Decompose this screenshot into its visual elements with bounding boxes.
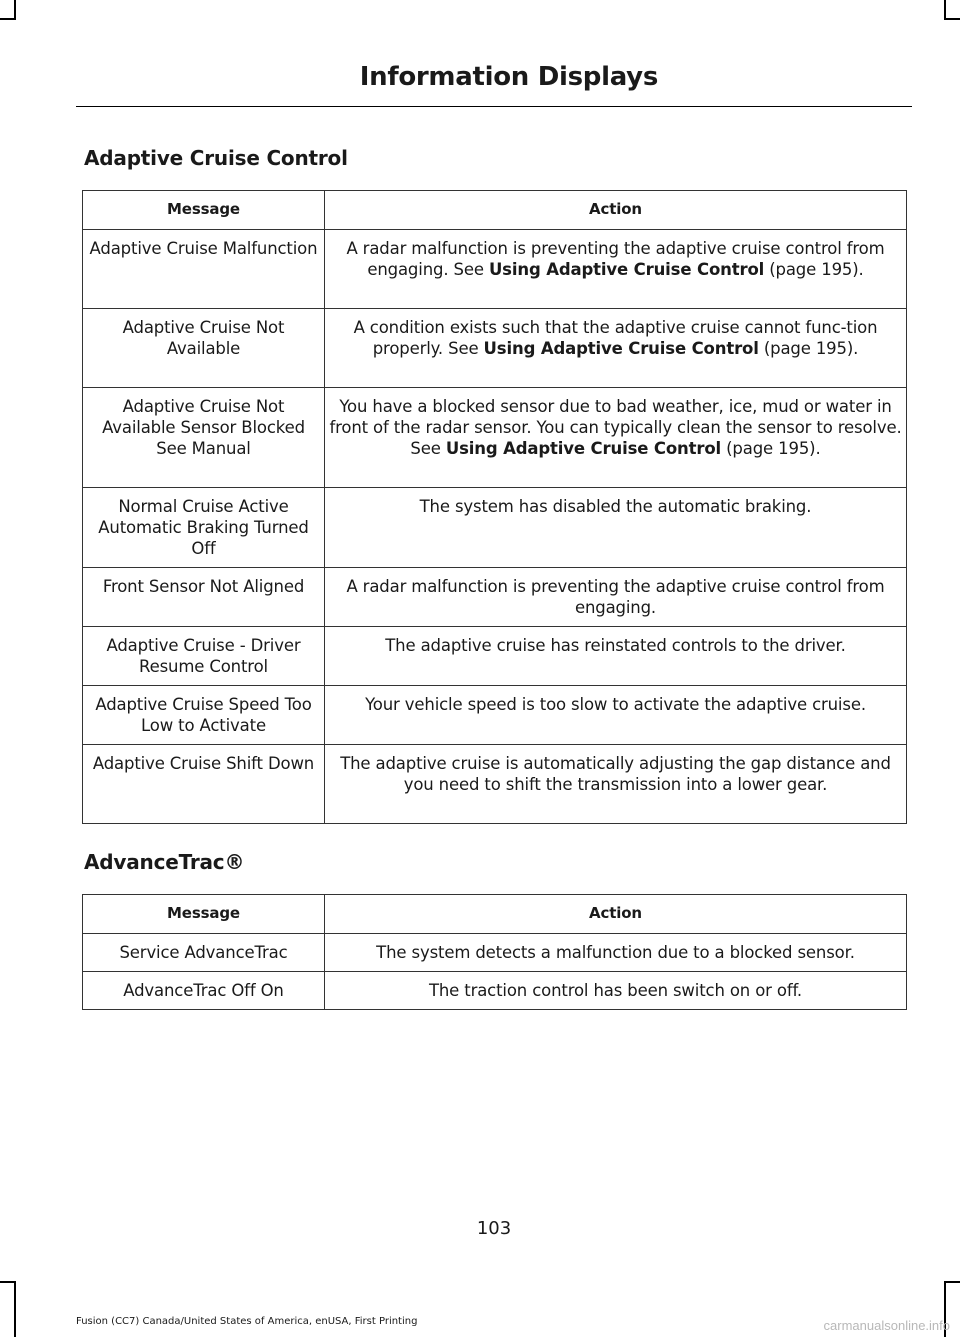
table-header-row <box>83 191 907 230</box>
action-cell <box>325 309 907 388</box>
crop-mark <box>0 18 16 20</box>
cross-reference-link[interactable]: Using Adaptive Cruise Control <box>488 260 765 279</box>
action-cell <box>325 388 907 488</box>
action-text: You have a blocked sensor due to bad weather, ice, mud or water in front of the radar sensor. You can typically clean the sensor to resolve. See <box>329 397 902 458</box>
action-text: A condition exists such that the adaptive cruise cannot func-tion properly. See <box>353 318 878 358</box>
message-cell: Adaptive Cruise Not Available Sensor Blocked See Manual <box>83 388 325 488</box>
table-row <box>83 230 907 309</box>
message-cell: Normal Cruise Active Automatic Braking Turned Off <box>83 488 325 568</box>
table-header-row <box>83 895 907 934</box>
section-title: AdvanceTrac® <box>84 850 245 874</box>
crop-mark <box>14 1283 16 1337</box>
table-row <box>83 745 907 824</box>
message-cell: Adaptive Cruise Speed Too Low to Activate <box>83 686 325 745</box>
crop-mark <box>944 1281 960 1283</box>
crop-mark <box>14 0 16 18</box>
column-header-message: Message <box>83 191 325 230</box>
action-cell <box>325 686 907 745</box>
crop-mark <box>944 0 946 18</box>
message-cell: AdvanceTrac Off On <box>83 972 325 1010</box>
action-text: Your vehicle speed is too slow to activate the adaptive cruise. <box>365 695 866 714</box>
table-row <box>83 568 907 627</box>
table-row <box>83 388 907 488</box>
column-header-action: Action <box>325 895 907 934</box>
cross-reference-link[interactable]: Using Adaptive Cruise Control <box>445 439 722 458</box>
action-cell <box>325 568 907 627</box>
column-header-message: Message <box>83 895 325 934</box>
action-cell <box>325 745 907 824</box>
message-cell: Front Sensor Not Aligned <box>83 568 325 627</box>
action-cell <box>325 627 907 686</box>
page-reference: (page 195). <box>758 339 859 358</box>
message-table <box>82 190 907 824</box>
table-row <box>83 309 907 388</box>
crop-mark <box>944 18 960 20</box>
action-text: The adaptive cruise has reinstated controls to the driver. <box>385 636 846 655</box>
cross-reference-link[interactable]: Using Adaptive Cruise Control <box>483 339 759 358</box>
table-row <box>83 488 907 568</box>
table-row <box>83 627 907 686</box>
action-cell <box>325 230 907 309</box>
message-table <box>82 894 907 1010</box>
action-text: The system has disabled the automatic braking. <box>419 497 812 516</box>
page-number: 103 <box>476 1218 512 1239</box>
action-cell <box>325 972 907 1010</box>
action-text: The traction control has been switch on or off. <box>428 981 803 1000</box>
message-cell: Adaptive Cruise Malfunction <box>83 230 325 309</box>
watermark: carmanualsonline.info <box>823 1318 950 1333</box>
table-body <box>83 230 907 824</box>
page-header-title: Information Displays <box>359 62 658 92</box>
action-text: The adaptive cruise is automatically adjusting the gap distance and you need to shift the transmission into a lower gear. <box>340 754 891 794</box>
table-row <box>83 934 907 972</box>
table-row <box>83 686 907 745</box>
action-text: A radar malfunction is preventing the adaptive cruise control from engaging. <box>346 577 885 617</box>
message-cell: Adaptive Cruise Not Available <box>83 309 325 388</box>
header-divider <box>76 106 912 107</box>
action-text: A radar malfunction is preventing the adaptive cruise control from engaging. See <box>346 239 885 279</box>
message-cell: Service AdvanceTrac <box>83 934 325 972</box>
page-reference: (page 195). <box>721 439 821 458</box>
section-title: Adaptive Cruise Control <box>84 146 348 170</box>
action-cell <box>325 488 907 568</box>
action-cell <box>325 934 907 972</box>
message-cell: Adaptive Cruise - Driver Resume Control <box>83 627 325 686</box>
column-header-action: Action <box>325 191 907 230</box>
message-cell: Adaptive Cruise Shift Down <box>83 745 325 824</box>
table-body <box>83 934 907 1010</box>
page-reference: (page 195). <box>764 260 864 279</box>
footer-text: Fusion (CC7) Canada/United States of America, enUSA, First Printing <box>76 1316 418 1327</box>
action-text: The system detects a malfunction due to a blocked sensor. <box>376 943 855 962</box>
table-row <box>83 972 907 1010</box>
